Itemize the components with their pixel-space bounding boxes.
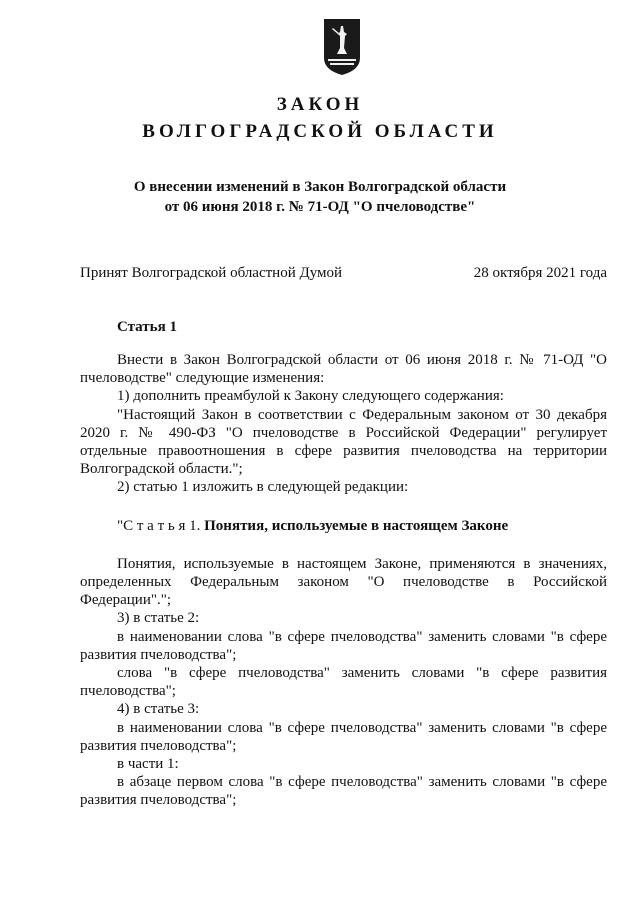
paragraph: в наименовании слова "в сфере пчеловодства" заменить словами "в сфере развития пчеловодства"; [80, 628, 607, 663]
paragraph: 4) в статье 3: [117, 701, 200, 718]
coat-of-arms-icon [323, 18, 361, 76]
subtitle-line-2: от 06 июня 2018 г. № 71-ОД "О пчеловодстве" [164, 199, 476, 215]
paragraph: в части 1: [117, 756, 179, 773]
paragraph: в наименовании слова "в сфере пчеловодства" заменить словами "в сфере развития пчеловодства"; [80, 719, 607, 754]
paragraph: 3) в статье 2: [117, 610, 200, 627]
quoted-article-heading [80, 517, 607, 535]
adoption-line [80, 263, 607, 283]
law-subtitle [0, 177, 640, 217]
adoption-date: 28 октября 2021 года [473, 265, 607, 281]
paragraph: слова "в сфере пчеловодства" заменить словами "в сфере развития пчеловодства"; [80, 665, 607, 700]
quoted-heading-prefix: "С т а т ь я [117, 517, 186, 534]
paragraph: Понятия, используемые в настоящем Законе, применяются в значениях, определенных Федеральным законом "О пчеловодстве в Российской Федерации"."; [80, 555, 607, 609]
adopted-by: Принят Волгоградской областной Думой [80, 265, 343, 281]
region-title: ВОЛГОГРАДСКОЙ ОБЛАСТИ [142, 121, 498, 142]
quoted-heading-title: Понятия, используемые в настоящем Законе [204, 517, 509, 534]
quoted-heading-number: 1. [189, 517, 201, 534]
paragraph: Внести в Закон Волгоградской области от 06 июня 2018 г. № 71-ОД "О пчеловодстве" следующие изменения: [80, 352, 607, 387]
paragraph: 1) дополнить преамбулой к Закону следующего содержания: [117, 388, 504, 405]
article-heading: Статья 1 [117, 319, 177, 335]
subtitle-line-1: О внесении изменений в Закон Волгоградской области [133, 179, 507, 195]
paragraph: "Настоящий Закон в соответствии с Федеральным законом от 30 декабря 2020 г. № 490-ФЗ "О пчеловодстве в Российской Федерации" регулирует отдельные правоотношения в сфере развития пчеловодства на территории Волгоградской области."; [80, 406, 607, 478]
article-body [80, 351, 607, 810]
paragraph: 2) статью 1 изложить в следующей редакции: [117, 479, 409, 496]
paragraph: в абзаце первом слова "в сфере пчеловодства" заменить словами "в сфере развития пчеловодства"; [80, 774, 607, 809]
law-title: ЗАКОН [276, 94, 364, 115]
